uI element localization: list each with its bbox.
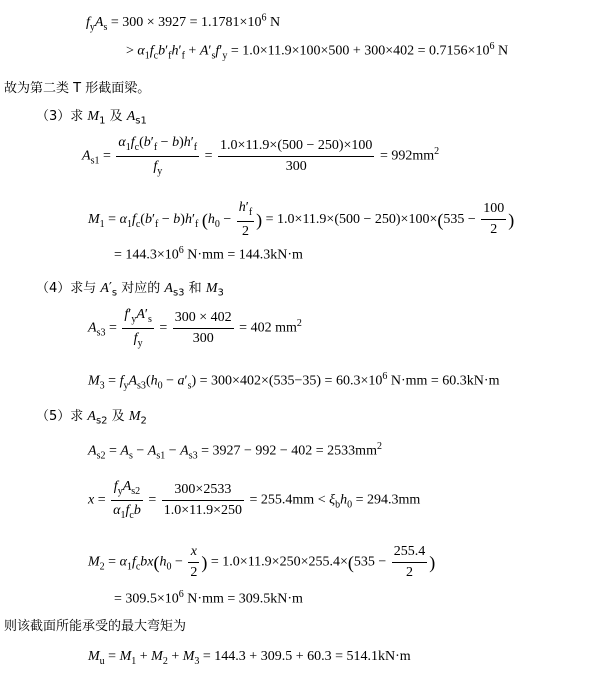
equation-m2-result: = $309.5\times 10^6$ N·mm = 309.5kN·m — [114, 589, 303, 607]
step4-heading: （4）求与 $A'_s$ 对应的 $A_{s3}$ 和 $M_3$ — [36, 281, 224, 299]
conclusion-text: 故为第二类 T 形截面梁。 — [4, 81, 151, 96]
step3-heading: （3）求 $M_1$ 及 $A_{s1}$ — [36, 109, 147, 127]
equation-as1: $A_{s1}$ = $\frac{\alpha_1f_c(b'_f - b)h'_f}{f_y}$ = $\frac{1.0\times 11.9\times(500 - 250)\times 100}{300}$ = $992mm^2$ — [82, 135, 440, 177]
equation-fy-as — [86, 13, 280, 32]
final-intro-text: 则该截面所能承受的最大弯矩为 — [4, 619, 187, 634]
equation-m1-result: = $144.3\times 10^6$ N·mm = 144.3kN·m — [114, 245, 303, 263]
equation-m2: $M_2 = \alpha_1f_cbx(h_0$ − $\frac{x}{2}$ ) = 1.0×11.9×250×255.4×(535 − $\frac{255.4}{2}$ ) — [88, 544, 436, 580]
equation-mu: $M_u = M_1 + M_2 + M_3 = 144.3 + 309.5 + 60.3 = 514.1kN\cdot m$ — [88, 649, 411, 667]
equation-x: x = $\frac{f_yA_{s2}}{\alpha_1f_cb}$ = $\frac{300\times 2533}{1.0\times 11.9\times 250}$ = $255.4mm < \xi_bh_0 = 294.3mm$ — [88, 479, 421, 521]
equation-m3: $M_3 = f_yA_{s3}(h_0 - a'_s) = 300\times 402\times(535-35) = 60.3\times 10^6$ N·mm = 60.3kN·m — [88, 371, 500, 392]
equation-text: $f_yA_s = 300 \times 3927 = 1.1781\times 10^6$ N — [86, 12, 281, 33]
equation-m1: $M_1 = \alpha_1f_c(b'_f - b)h'_f$ ($h_0$ − $\frac{h'_f}{2}$ ) = 1.0×11.9×(500 − 250)×100×(535 − $\frac{100}{2}$ ) — [88, 200, 515, 239]
equation-as3: $A_{s3}$ = $\frac{f'_yA'_s}{f_y}$ = $\frac{300 \times 402}{300}$ = 402 $mm^2$ — [88, 307, 302, 349]
equation-as2: $A_{s2} = A_s - A_{s1} - A_{s3} = 3927 - 992 - 402 = 2533mm^2$ — [88, 441, 382, 462]
equation-compare: > $\alpha_1f_cb'_fh'_f + A'_sf'_y = 1.0\times 11.9\times 100\times 500 + 300\times 402 = 0.7156\times 10^6$ N — [126, 41, 509, 62]
step5-heading: （5）求 $A_{s2}$ 及 $M_2$ — [36, 409, 147, 427]
